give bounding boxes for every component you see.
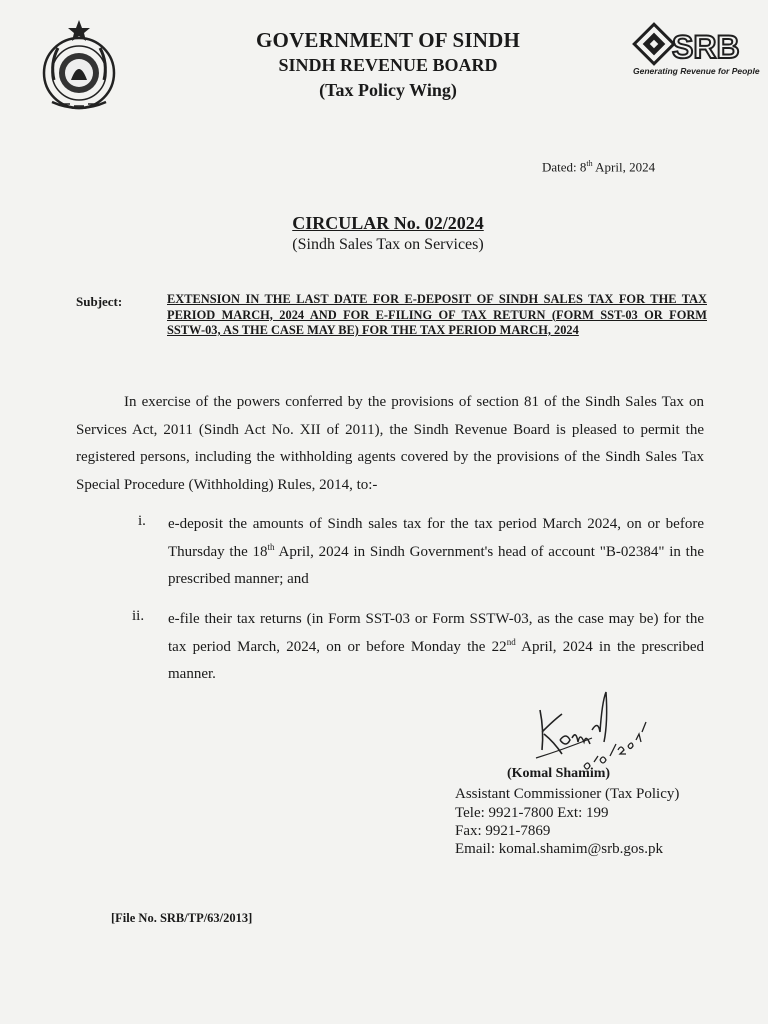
body-paragraph: In exercise of the powers conferred by the provisions of section 81 of the Sindh Sales Tax on Services Act, 2011 (Sindh Act No. XII of 2011), the Sindh Revenue Board is pleased to permit the registered persons, including the withholding agents covered by the provisions of the Sindh Sales Tax Special Procedure (Withholding) Rules, 2014, to:-: [76, 394, 704, 493]
file-number: [File No. SRB/TP/63/2013]: [111, 911, 253, 925]
item-1-text: e-deposit the amounts of Sindh sales tax for the tax period March 2024, on or before Thursday the 18: [168, 516, 704, 560]
signatory-name: (Komal Shamim): [507, 766, 611, 781]
wing-title: (Tax Policy Wing): [319, 80, 457, 100]
date-rest: April, 2024: [592, 159, 656, 175]
date-prefix: Dated: 8: [542, 159, 587, 175]
date-suffix: th: [586, 159, 593, 168]
item-2-rest: April, 2024 in the prescribed manner.: [168, 638, 704, 682]
government-title: GOVERNMENT OF SINDH: [256, 28, 520, 52]
date-line: [542, 159, 655, 175]
item-number-2: ii.: [132, 608, 145, 624]
list-item-2: [168, 606, 704, 689]
handwritten-signature: [532, 680, 650, 776]
item-2-sup: nd: [506, 636, 516, 647]
signatory-email: Email: komal.shamim@srb.gos.pk: [455, 841, 663, 857]
item-1-sup: th: [267, 541, 275, 552]
signatory-tele: Tele: 9921-7800 Ext: 199: [455, 805, 609, 821]
srb-tagline: Generating Revenue for People: [633, 66, 760, 76]
signatory-designation: Assistant Commissioner (Tax Policy): [455, 786, 680, 802]
subject-text: EXTENSION IN THE LAST DATE FOR E-DEPOSIT OF SINDH SALES TAX FOR THE TAX PERIOD MARCH, 2024 AND FOR E-FILING OF TAX RETURN (FORM SST-03 OR FORM SSTW-03, AS THE CASE MAY BE) FOR THE TAX PERIOD MARCH, 2024: [167, 292, 707, 337]
circular-title: CIRCULAR No. 02/2024: [292, 213, 484, 233]
srb-logo-text: SRB: [672, 29, 740, 65]
item-number-1: i.: [138, 513, 146, 529]
circular-subtitle: (Sindh Sales Tax on Services): [292, 236, 484, 253]
subject-label: Subject:: [76, 294, 123, 309]
list-item-1: [168, 511, 704, 594]
item-2-text: e-file their tax returns (in Form SST-03 or Form SSTW-03, as the case may be) for the tax period March, 2024, on or before Monday the 22: [168, 611, 704, 655]
board-title: SINDH REVENUE BOARD: [278, 55, 498, 75]
signatory-fax: Fax: 9921-7869: [455, 823, 551, 839]
item-1-rest: April, 2024 in Sindh Government's head of account "B-02384" in the prescribed manner; and: [168, 543, 704, 587]
